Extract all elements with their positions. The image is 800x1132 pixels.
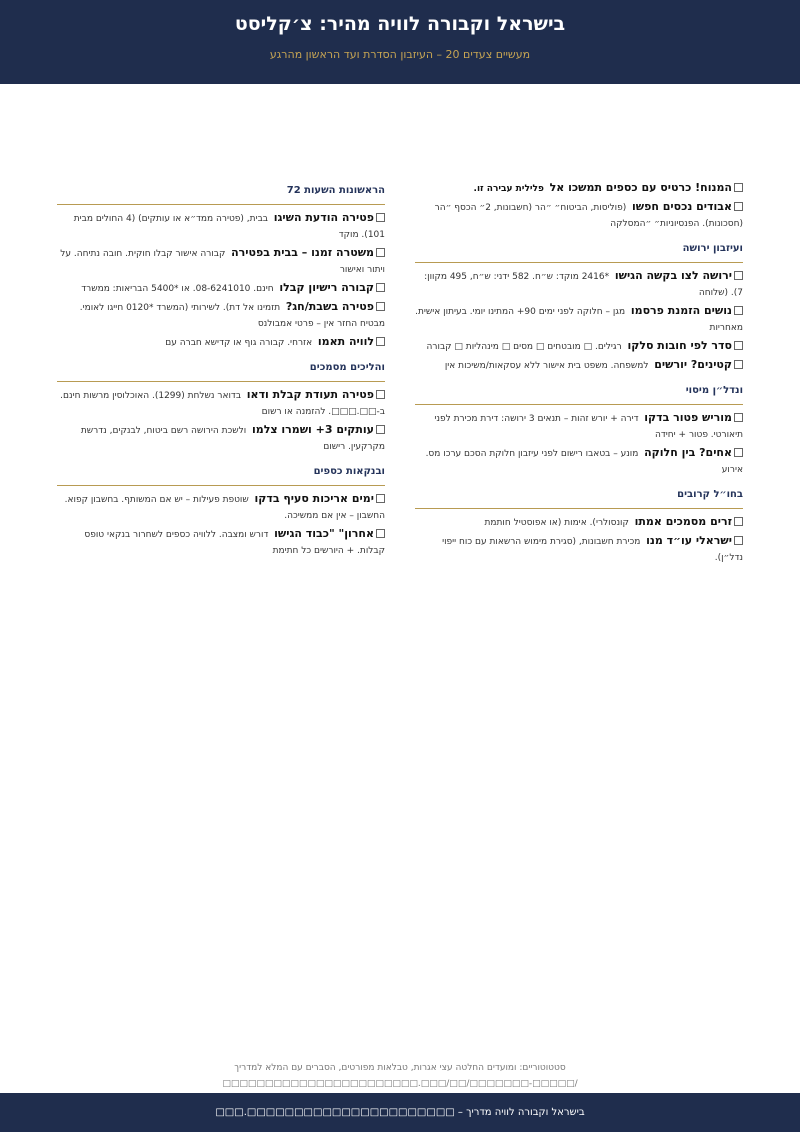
- checkbox[interactable]: [734, 536, 743, 545]
- checklist-item: [415, 357, 743, 374]
- item-text: ולשכת הירושה רשם ביטוח, לבנקים, נדרשת מקרקעין. רישום: [80, 426, 385, 452]
- footnote-line: סטטוטוריים: ומועדים החלטה עצי אגרות, טבלאות מפורטים, הסברים עם המלא למדריך: [234, 1063, 566, 1073]
- checklist-item: [415, 445, 743, 478]
- checkbox[interactable]: [376, 494, 385, 503]
- checklist-item: [415, 533, 743, 566]
- checklist-item: [57, 245, 385, 278]
- item-text: תזמינו אל דת). לשירותי (המשרד *0120 חייגו לאומי. מבטיח החזר אין – פרטי אמבולנס: [79, 303, 385, 329]
- checklist-item: [415, 199, 743, 232]
- checklist-item: [57, 491, 385, 524]
- item-text: מונע – בטאבו רישום לפני עיזבון חלוקת הסכם ערכו מס. אירוע: [425, 449, 743, 475]
- footer-text: בישראל וקבורה לוויה מדריך – □□□□□□□□□□□□□□□□□□□□□□.□□□: [215, 1107, 585, 1118]
- checkbox[interactable]: [376, 390, 385, 399]
- page-header: [0, 0, 800, 84]
- checkbox[interactable]: [734, 306, 743, 315]
- checkbox[interactable]: [376, 337, 385, 346]
- item-text: בבית, (פטירה ממד״א או עותקים) (4 החולים מבית 101). מוקד: [73, 214, 385, 240]
- checkbox[interactable]: [734, 341, 743, 350]
- section-title: ובנקאות כספים: [57, 461, 385, 486]
- section-title: ונדל״ן מיסוי: [415, 380, 743, 405]
- item-text: קבורה אישור קבלו חוקית. חובה נתיחה. על ויתור ואישור: [60, 249, 385, 275]
- checkbox[interactable]: [376, 283, 385, 292]
- section-first-72-hours: [57, 180, 385, 351]
- page-subtitle: מעשיים צעדים 20 – העיזבון הסדרת ועד הראשון מהרגע: [269, 48, 531, 61]
- page-title: בישראל וקבורה לוויה מהיר: צ׳קליסט: [234, 13, 566, 35]
- item-text: פלילית עבירה זו.: [473, 184, 544, 194]
- checkbox[interactable]: [734, 183, 743, 192]
- item-text: קונסולרי). אימות (או אפוסטיל חותמת: [484, 518, 629, 528]
- item-text: למשפחה. משפט בית אישור ללא עסקאות/משיכות אין: [444, 361, 649, 371]
- item-text: דירה + יורש זהות – תנאים 3 ירושה: דירת מכירת לפני תיאורטי. פטור + יחידה: [434, 414, 743, 440]
- section-inheritance: [415, 238, 743, 374]
- right-column: [415, 180, 743, 572]
- item-text: חינם. 08-6241010. או *5400 הבריאות: ממשרד: [81, 284, 274, 294]
- item-heading: משטרה זמנו – בבית בפטירה: [231, 246, 374, 259]
- checklist-item: [57, 387, 385, 420]
- checkbox[interactable]: [376, 529, 385, 538]
- item-heading: לוויה תאמו: [317, 335, 374, 348]
- item-text: דורש ומצבה. ללוויה כספים לשחרור בנקאי טופס קבלות. + היורשים כל חתימת: [84, 530, 385, 556]
- item-heading: מוריש פטור בדקו: [644, 411, 732, 424]
- left-column: [57, 180, 385, 565]
- checkbox[interactable]: [376, 302, 385, 311]
- item-heading: אחים? בין חלוקה: [644, 446, 732, 459]
- section-title: הראשונות השעות 72: [57, 180, 385, 205]
- item-heading: ימים אריכות סעיף בדקו: [254, 492, 374, 505]
- item-heading: ירושה לצו בקשה הגישו: [614, 269, 732, 282]
- checkbox[interactable]: [376, 248, 385, 257]
- checklist-item: [415, 303, 743, 336]
- checklist-item: [57, 334, 385, 351]
- checklist-item: [57, 210, 385, 243]
- item-text: (פוליסות, הביטוח״ ״הר (חשבונות, 2״ הכסף ״הר (חסכונות). הפנסיוניות״ ״המסלקה: [434, 203, 743, 229]
- item-text: מגן – חלוקה לפני ימים 90+ המתינו יומי. בעיתון אישית. מאחריות: [415, 307, 743, 333]
- section-title: בחו״ל קרובים: [415, 484, 743, 509]
- item-text: שוטפת פעילות – יש אם המשותף. בחשבון קפוא. החשבון – אין אם ממשיכה.: [64, 495, 385, 521]
- page-footer: [0, 1093, 800, 1132]
- footnote: [0, 1060, 800, 1092]
- checkbox[interactable]: [734, 517, 743, 526]
- checkbox[interactable]: [734, 202, 743, 211]
- checkbox[interactable]: [734, 448, 743, 457]
- checklist-item: [57, 526, 385, 559]
- section-relatives-abroad: [415, 484, 743, 566]
- item-heading: קבורה רישיון קבלו: [279, 281, 374, 294]
- checklist-item: [415, 338, 743, 355]
- item-heading: פטירה בשבת/חג?: [285, 300, 374, 313]
- checklist-item: [415, 410, 743, 443]
- checklist-item: [415, 180, 743, 197]
- checkbox[interactable]: [376, 425, 385, 434]
- item-heading: סדר לפי חובות סלקו: [627, 339, 732, 352]
- checkbox[interactable]: [376, 213, 385, 222]
- checklist-item: [415, 268, 743, 301]
- section-tax-realestate: [415, 380, 743, 478]
- checklist-item: [57, 422, 385, 455]
- item-heading: אחרון" "כבוד הגישו: [274, 527, 374, 540]
- checklist-item: [57, 299, 385, 332]
- item-heading: עותקים 3+ ושמרו צלמו: [251, 423, 374, 436]
- item-text: רגילים. □ מובטחים □ מסים □ מינהליות □ קבורה: [426, 342, 622, 352]
- footnote-link[interactable]: /□□□□□-□□□□□□□/□□/□□□.□□□□□□□□□□□□□□□□□□□□□□□: [222, 1079, 578, 1089]
- item-heading: זרים מסמכים אמתו: [634, 515, 732, 528]
- checklist-item: [57, 280, 385, 297]
- item-heading: קטינים? יורשים: [654, 358, 732, 371]
- section-title: והליכים מסמכים: [57, 357, 385, 382]
- item-heading: אבודים נכסים חפשו: [631, 200, 732, 213]
- checkbox[interactable]: [734, 413, 743, 422]
- section-banking: [57, 461, 385, 559]
- item-heading: נושים הזמנת פרסמו: [630, 304, 732, 317]
- item-text: *2416 מוקד: ש״ח. 582 ידני: ש״ח, 495 מקוון: 7). (שלוחה: [424, 272, 743, 298]
- checkbox[interactable]: [734, 271, 743, 280]
- section-title: ועיזבון ירושה: [415, 238, 743, 263]
- checkbox[interactable]: [734, 360, 743, 369]
- checklist-item: [415, 514, 743, 531]
- item-text: בדואר נשלחת (1299). האוכלוסין מרשות חינם. ב-□□.□□□. להזמנה או רשום: [60, 391, 385, 417]
- item-heading: פטירה תעודת קבלת ודאו: [246, 388, 374, 401]
- item-heading: פטירה הודעת השיגו: [273, 211, 374, 224]
- item-text: אזרחי. קבורה גוף או קדישא חברה עם: [165, 338, 313, 348]
- right-top-section: [415, 180, 743, 232]
- item-heading: ישראלי עו״ד מנו: [646, 534, 732, 547]
- item-text: מכירת חשבונות, (סגירת מימוש הרשאות עם כוח ייפוי נדל״ן).: [442, 537, 743, 563]
- section-documents: [57, 357, 385, 455]
- item-heading: המנוח! כרטיס עם כספים תמשכו אל: [549, 181, 732, 194]
